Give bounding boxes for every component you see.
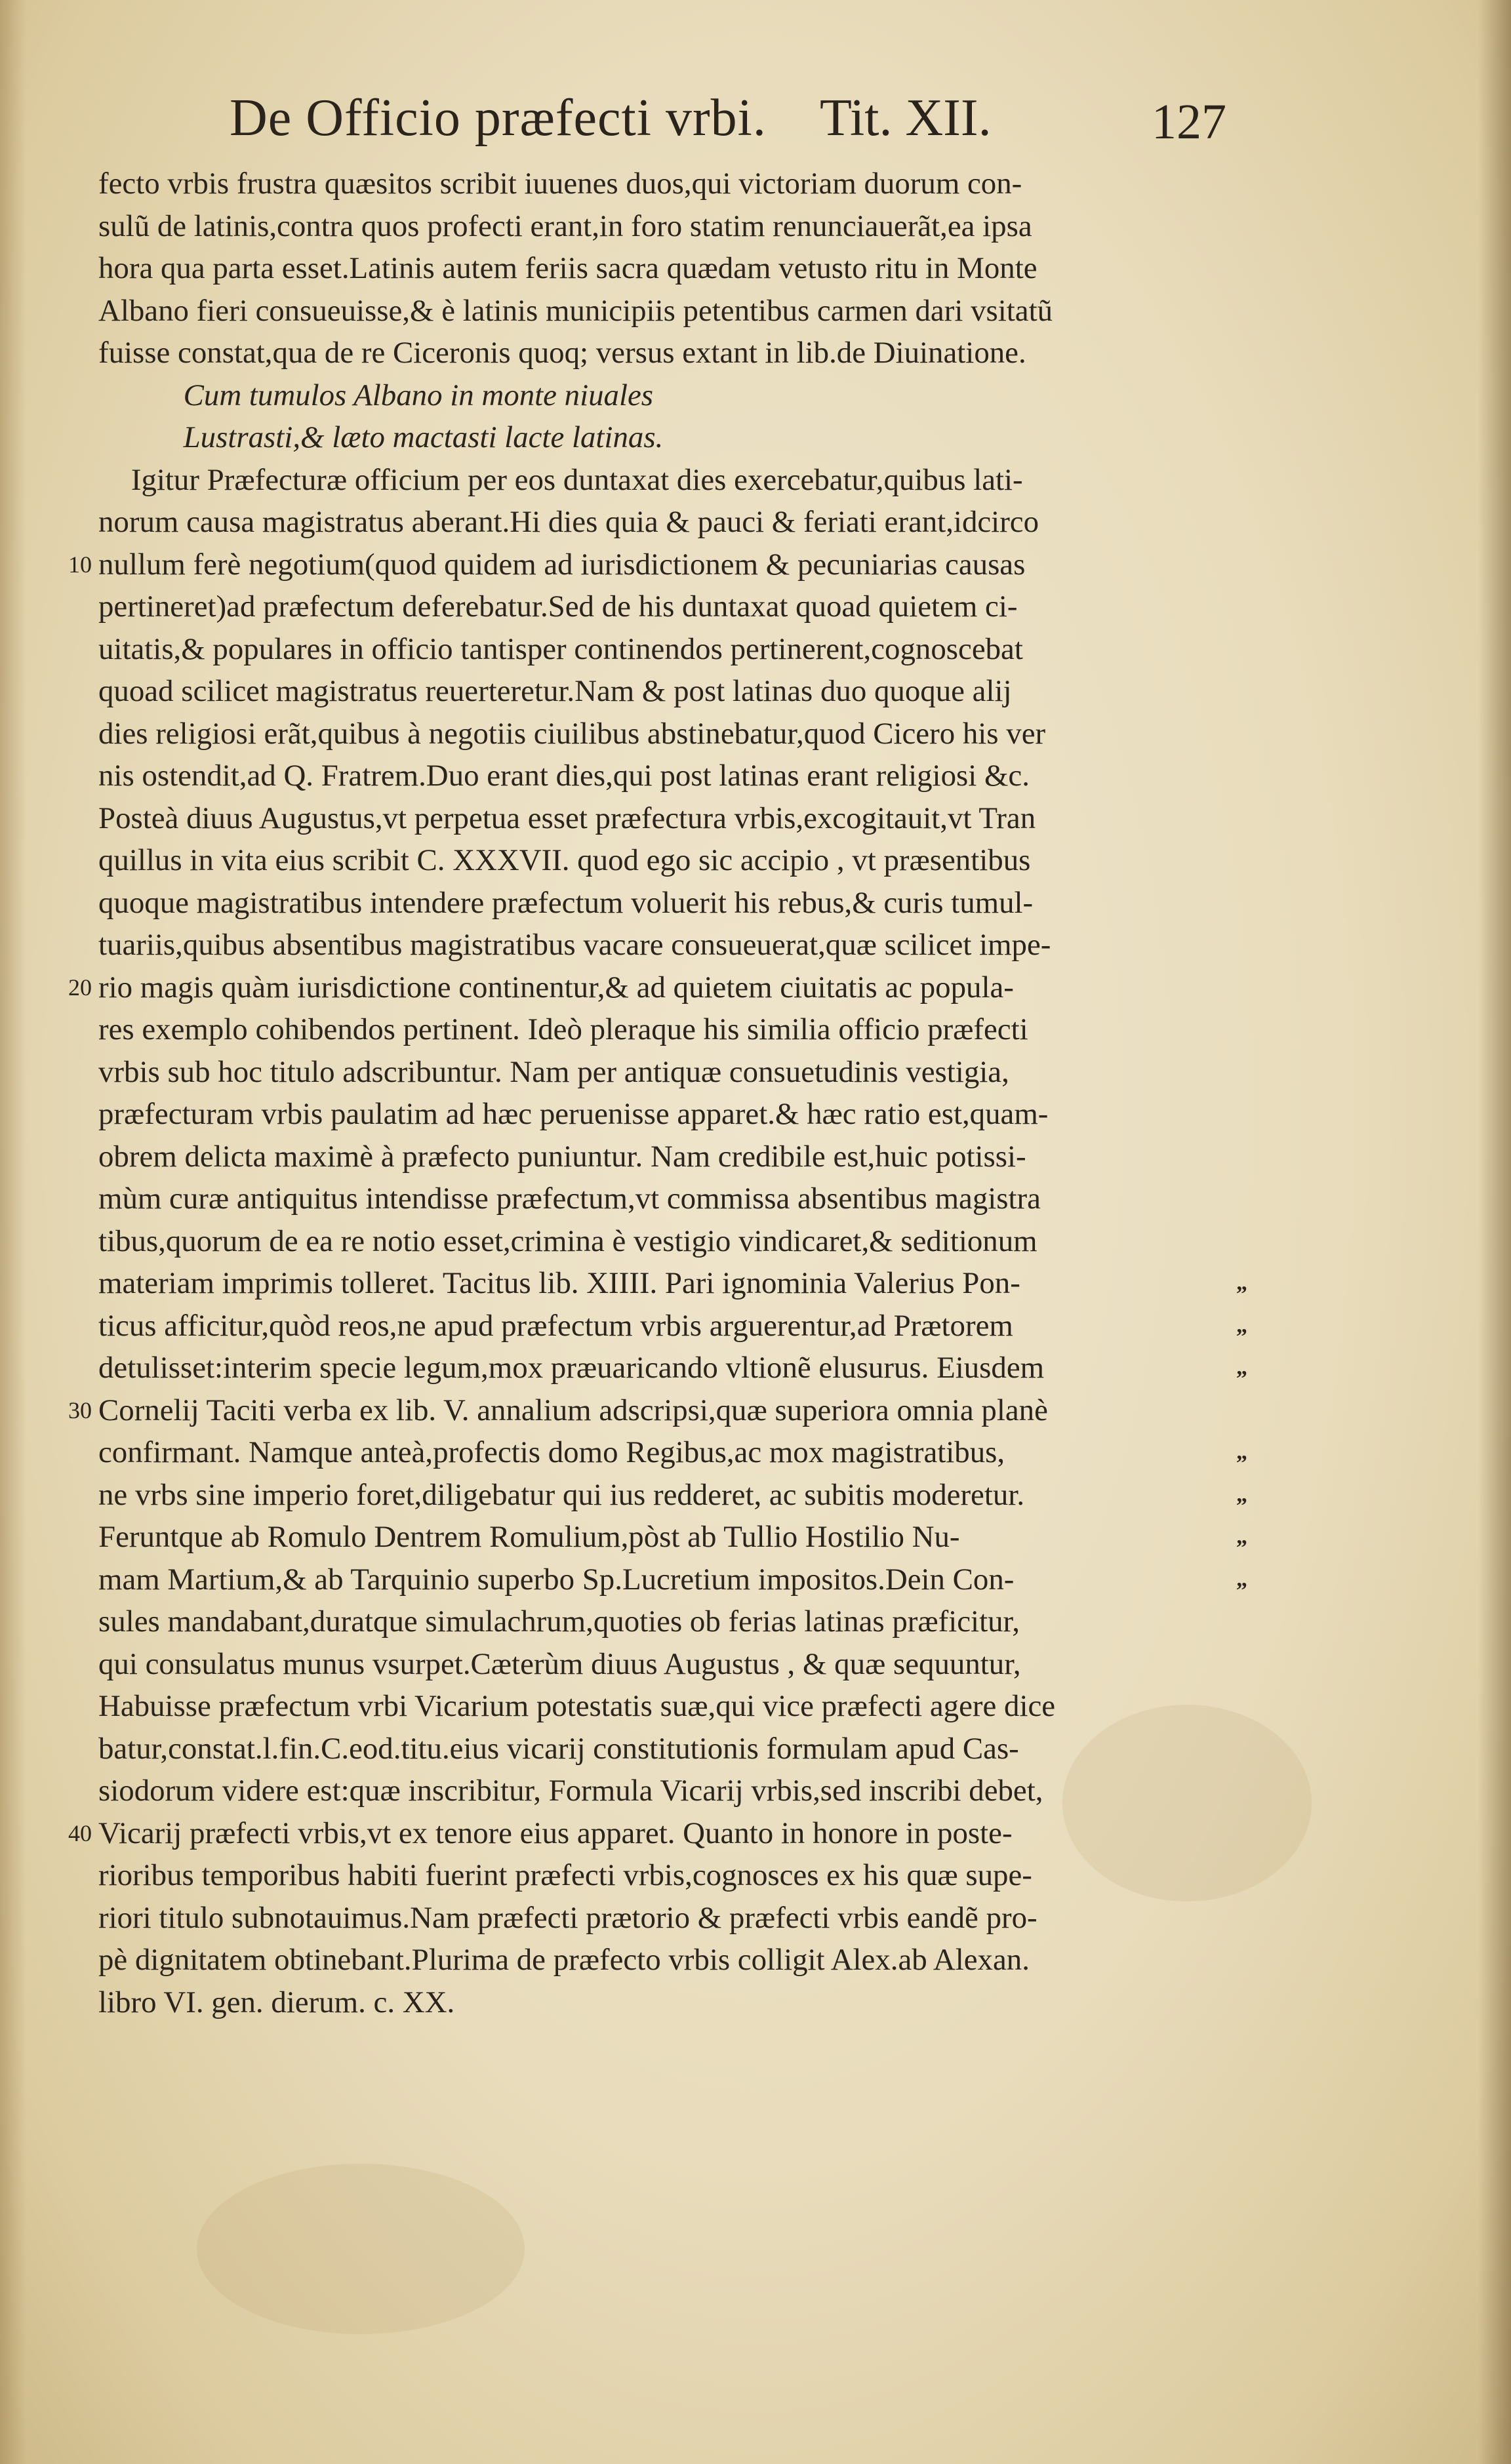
text-line <box>98 459 1233 502</box>
text-line <box>98 1981 1233 2024</box>
text-line <box>98 501 1233 544</box>
page-number: 127 <box>1152 94 1226 149</box>
quotation-marker: „ <box>1236 1482 1247 1507</box>
line-text: Habuisse præfectum vrbi Vicarium potestatis suæ,qui vice præfecti agere dice <box>98 1689 1056 1723</box>
text-line <box>98 1854 1233 1897</box>
line-text: Igitur Præfecturæ officium per eos duntaxat dies exercebatur,quibus lati- <box>131 462 1023 497</box>
line-number: 30 <box>68 1397 92 1423</box>
line-text: quoad scilicet magistratus reuerteretur.Nam & post latinas duo quoque alij <box>98 674 1012 708</box>
text-line <box>98 628 1233 671</box>
line-text: Feruntque ab Romulo Dentrem Romulium,pòst ab Tullio Hostilio Nu- <box>98 1520 960 1554</box>
line-text: nis ostendit,ad Q. Fratrem.Duo erant dies,qui post latinas erant religiosi &c. <box>98 759 1030 793</box>
text-line <box>98 1093 1233 1136</box>
text-line <box>98 1770 1233 1812</box>
line-text: mùm curæ antiquitus intendisse præfectum,vt commissa absentibus magistra <box>98 1182 1041 1216</box>
line-text: fuisse constat,qua de re Ciceronis quoq; versus extant in lib.de Diuinatione. <box>98 336 1026 370</box>
text-line <box>98 1431 1247 1474</box>
text-line <box>98 586 1233 628</box>
line-text: tuariis,quibus absentibus magistratibus vacare consueuerat,quæ scilicet impe- <box>98 928 1051 962</box>
text-line <box>98 839 1233 882</box>
line-text: ticus afficitur,quòd reos,ne apud præfectum vrbis arguerentur,ad Prætorem <box>98 1308 1013 1343</box>
line-number: 10 <box>68 551 92 578</box>
page-edge-shadow-right <box>1478 0 1511 2464</box>
page-edge-shadow-left <box>0 0 26 2464</box>
text-line <box>98 205 1233 248</box>
line-text: quoque magistratibus intendere præfectum voluerit his rebus,& curis tumul- <box>98 885 1034 920</box>
text-line <box>98 1220 1233 1263</box>
text-line <box>98 1685 1233 1728</box>
line-text: rioribus temporibus habiti fuerint præfecti vrbis,cognosces ex his quæ supe- <box>98 1858 1032 1892</box>
text-line <box>98 290 1233 332</box>
line-text: ne vrbs sine imperio foret,diligebatur qui ius redderet, ac subitis moderetur. <box>98 1477 1025 1512</box>
line-text: Albano fieri consueuisse,& è latinis municipiis petentibus carmen dari vsitatũ <box>98 293 1053 328</box>
line-text: libro VI. gen. dierum. c. XX. <box>98 1985 455 2019</box>
line-number: 20 <box>68 974 92 1001</box>
verse-line-text: Lustrasti,& læto mactasti lacte latinas. <box>183 420 664 454</box>
quotation-marker: „ <box>1236 1313 1247 1338</box>
line-text: qui consulatus munus vsurpet.Cæterùm diuus Augustus , & quæ sequuntur, <box>98 1646 1021 1681</box>
text-line <box>98 1728 1233 1770</box>
title-number: Tit. XII. <box>820 89 992 147</box>
text-line <box>98 882 1233 924</box>
line-text: batur,constat.l.fin.C.eod.titu.eius vicarij constitutionis formulam apud Cas- <box>98 1731 1019 1766</box>
line-text: Posteà diuus Augustus,vt perpetua esset præfectura vrbis,excogitauit,vt Tran <box>98 801 1036 835</box>
text-line <box>68 1389 1233 1432</box>
text-line <box>98 1939 1233 1981</box>
running-head: De Officio præfecti vrbi. <box>230 89 767 147</box>
line-text: nullum ferè negotium(quod quidem ad iurisdictionem & pecuniarias causas <box>98 547 1026 582</box>
text-line <box>98 670 1233 713</box>
text-line <box>98 247 1233 290</box>
text-line <box>68 966 1233 1009</box>
text-line <box>98 713 1233 755</box>
line-text: pè dignitatem obtinebant.Plurima de præfecto vrbis colligit Alex.ab Alexan. <box>98 1943 1030 1977</box>
text-line <box>98 1897 1233 1939</box>
verse-line-text: Cum tumulos Albano in monte niuales <box>183 378 654 412</box>
text-line <box>98 1600 1233 1643</box>
line-text: hora qua parta esset.Latinis autem feriis sacra quædam vetusto ritu in Monte <box>98 251 1038 285</box>
line-text: dies religiosi erãt,quibus à negotiis ciuilibus abstinebatur,quod Cicero his ver <box>98 716 1046 751</box>
text-line <box>98 755 1233 797</box>
line-text: Vicarij præfecti vrbis,vt ex tenore eius apparet. Quanto in honore in poste- <box>98 1816 1013 1850</box>
text-line <box>98 1643 1233 1686</box>
text-line <box>98 1305 1247 1347</box>
line-text: uitatis,& populares in officio tantisper continendos pertinerent,cognoscebat <box>98 631 1023 666</box>
line-text: res exemplo cohibendos pertinent. Ideò pleraque his similia officio præfecti <box>98 1012 1028 1046</box>
text-line <box>98 1051 1233 1094</box>
line-text: sulũ de latinis,contra quos profecti erant,in foro statim renunciauerãt,ea ipsa <box>98 209 1032 243</box>
quotation-marker: „ <box>1236 1566 1247 1591</box>
line-text: mam Martium,& ab Tarquinio superbo Sp.Lucretium impositos.Dein Con- <box>98 1562 1015 1597</box>
line-text: detulisset:interim specie legum,mox præuaricando vltionẽ elusurus. Eiusdem <box>98 1351 1045 1385</box>
paper-stain <box>197 2164 525 2334</box>
quotation-marker: „ <box>1236 1524 1247 1549</box>
text-line <box>98 1262 1247 1305</box>
text-line <box>98 1516 1247 1559</box>
text-line <box>98 1559 1247 1601</box>
text-line <box>98 1008 1233 1051</box>
line-text: fecto vrbis frustra quæsitos scribit iuuenes duos,qui victoriam duorum con- <box>98 167 1022 201</box>
line-text: pertineret)ad præfectum deferebatur.Sed de his duntaxat quoad quietem ci- <box>98 589 1018 624</box>
text-line <box>98 797 1233 840</box>
text-line <box>68 1812 1233 1855</box>
text-line <box>98 1178 1233 1220</box>
page-header <box>230 89 1226 154</box>
line-text: sules mandabant,duratque simulachrum,quoties ob ferias latinas præficitur, <box>98 1604 1020 1639</box>
text-line <box>98 416 1233 459</box>
text-line <box>98 924 1233 966</box>
quotation-marker: „ <box>1236 1271 1247 1295</box>
line-text: rio magis quàm iurisdictione continentur,& ad quietem ciuitatis ac popula- <box>98 970 1014 1004</box>
line-text: riori titulo subnotauimus.Nam præfecti prætorio & præfecti vrbis eandẽ pro- <box>98 1900 1038 1935</box>
quotation-marker: „ <box>1236 1440 1247 1464</box>
text-line <box>98 374 1233 417</box>
line-text: quillus in vita eius scribit C. XXXVII. quod ego sic accipio , vt præsentibus <box>98 843 1031 877</box>
line-text: norum causa magistratus aberant.Hi dies quia & pauci & feriati erant,idcirco <box>98 505 1039 539</box>
line-text: tibus,quorum de ea re notio esset,crimina è vestigio vindicaret,& seditionum <box>98 1223 1038 1258</box>
line-text: obrem delicta maximè à præfecto puniuntur. Nam credibile est,huic potissi- <box>98 1139 1026 1174</box>
text-line <box>98 163 1233 205</box>
text-line <box>98 332 1233 374</box>
line-text: Cornelij Taciti verba ex lib. V. annalium adscripsi,quæ superiora omnia planè <box>98 1393 1048 1427</box>
line-text: siodorum videre est:quæ inscribitur, Formula Vicarij vrbis,sed inscribi debet, <box>98 1774 1043 1808</box>
body-text <box>68 163 1247 2023</box>
text-line <box>98 1136 1233 1178</box>
line-text: materiam imprimis tolleret. Tacitus lib. XIIII. Pari ignominia Valerius Pon- <box>98 1266 1020 1300</box>
line-text: præfecturam vrbis paulatim ad hæc peruenisse apparet.& hæc ratio est,quam- <box>98 1097 1049 1131</box>
quotation-marker: „ <box>1236 1355 1247 1380</box>
line-number: 40 <box>68 1819 92 1846</box>
line-text: vrbis sub hoc titulo adscribuntur. Nam per antiquæ consuetudinis vestigia, <box>98 1054 1009 1089</box>
text-line <box>68 544 1233 586</box>
line-text: confirmant. Namque anteà,profectis domo Regibus,ac mox magistratibus, <box>98 1435 1005 1469</box>
text-line <box>98 1347 1247 1389</box>
text-line <box>98 1474 1247 1517</box>
